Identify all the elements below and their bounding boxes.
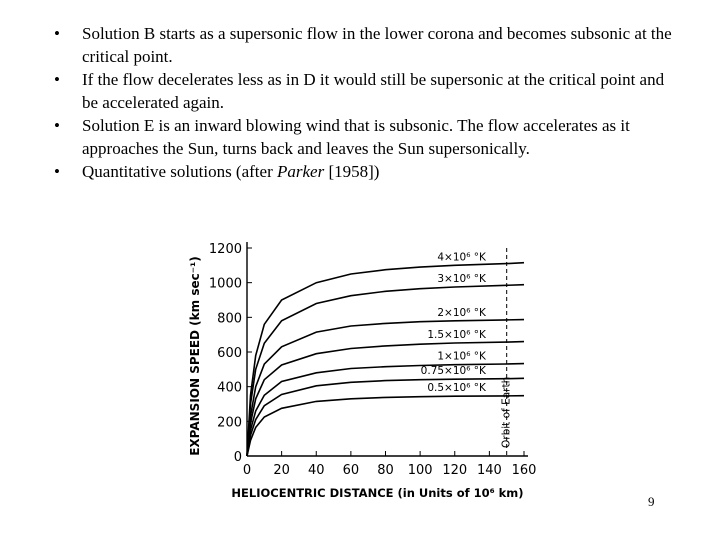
series-label: 0.5×10⁶ °K — [427, 382, 486, 395]
bullet-text: Solution E is an inward blowing wind that is subsonic. The flow accelerates as it approaches the Sun, turns back and leaves the Sun supersonically. — [82, 116, 630, 158]
bullet-dot: • — [54, 70, 60, 89]
bullet-dot: • — [54, 116, 60, 135]
bullet-text — [82, 162, 379, 181]
x-tick-label: 100 — [407, 463, 433, 478]
x-tick-label: 80 — [377, 463, 394, 478]
x-tick-label: 20 — [273, 463, 290, 478]
y-tick-label: 600 — [217, 346, 242, 361]
y-tick-label: 800 — [217, 311, 242, 327]
series-label: 1.5×10⁶ °K — [427, 328, 486, 341]
bullet-text: Solution B starts as a supersonic flow in the lower corona and becomes subsonic at the critical point. — [82, 24, 672, 66]
y-tick-label: 0 — [233, 450, 242, 465]
bullet-item — [54, 114, 674, 160]
earth-orbit-label: Orbit of Earth — [500, 376, 513, 448]
y-tick-label: 1200 — [208, 242, 242, 257]
series-label: 0.75×10⁶ °K — [420, 365, 486, 378]
x-tick-label: 120 — [442, 463, 468, 478]
bullet-text-part: Quantitative solutions (after — [82, 162, 277, 181]
page-number: 9 — [648, 494, 655, 509]
x-tick-label: 160 — [511, 463, 537, 478]
bullet-text-part: [1958]) — [324, 162, 380, 181]
y-tick-label: 1000 — [208, 276, 242, 292]
series-label: 3×10⁶ °K — [437, 273, 486, 285]
y-axis-label: EXPANSION SPEED (km sec⁻¹) — [188, 256, 202, 456]
y-tick-label: 400 — [217, 380, 242, 396]
x-tick-label: 140 — [476, 463, 502, 478]
x-axis-label: HELIOCENTRIC DISTANCE (in Units of 10⁶ km) — [231, 486, 524, 500]
bullet-item — [54, 22, 674, 68]
bullet-item — [54, 68, 674, 114]
bullet-dot: • — [54, 24, 60, 43]
bullet-list — [54, 22, 674, 183]
bullet-item — [54, 160, 674, 183]
bullet-text: If the flow decelerates less as in D it would still be supersonic at the critical point and be accelerated again. — [82, 70, 665, 112]
series-label: 1×10⁶ °K — [437, 350, 486, 363]
x-tick-label: 60 — [342, 463, 360, 478]
series-line — [247, 364, 524, 456]
series-line — [247, 396, 524, 456]
speed-distance-chart — [180, 236, 552, 504]
series-label: 4×10⁶ °K — [437, 251, 486, 264]
y-tick-label: 200 — [217, 415, 242, 431]
series-label: 2×10⁶ °K — [437, 306, 486, 319]
x-tick-label: 40 — [307, 463, 325, 478]
x-tick-label: 0 — [242, 463, 252, 478]
citation-author: Parker — [276, 162, 325, 181]
bullet-dot: • — [54, 162, 60, 181]
